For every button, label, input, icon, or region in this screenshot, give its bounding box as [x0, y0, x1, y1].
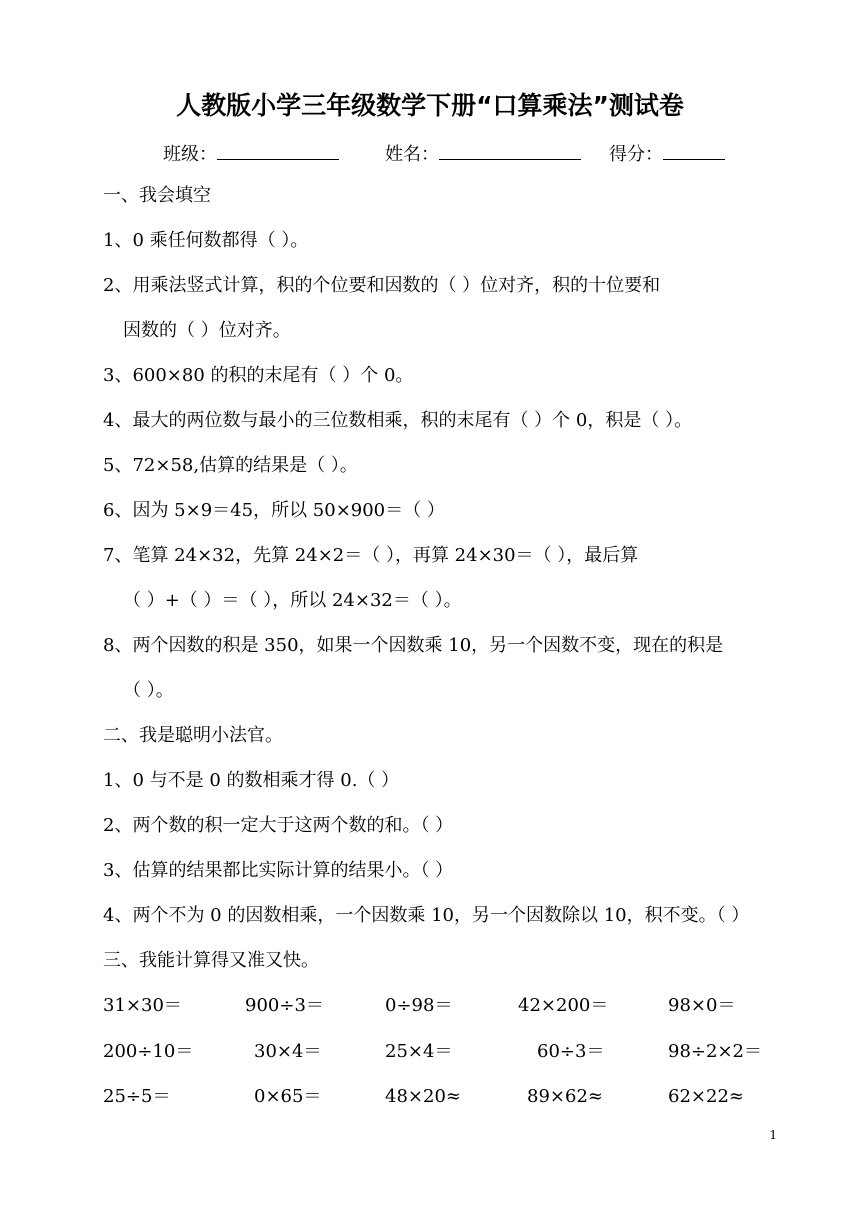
fill-question-2: 2、用乘法竖式计算，积的个位要和因数的（ ）位对齐，积的十位要和: [103, 275, 661, 296]
fill-question-4: 4、最大的两位数与最小的三位数相乘，积的末尾有（ ）个 0，积是（ ）。: [103, 410, 693, 431]
section-heading-fill: 一、我会填空: [103, 185, 211, 206]
calc-item: 0×65＝: [254, 1086, 322, 1107]
fill-question-1: 1、0 乘任何数都得（ ）。: [103, 230, 309, 251]
class-label: 班级：: [163, 144, 217, 165]
score-blank[interactable]: [663, 141, 725, 160]
fill-question-3: 3、600×80 的积的末尾有（ ）个 0。: [103, 365, 414, 386]
judge-question-3: 3、估算的结果都比实际计算的结果小。（ ）: [103, 860, 454, 881]
calc-item: 25÷5＝: [103, 1086, 171, 1107]
calc-item: 48×20≈: [385, 1086, 461, 1107]
fill-question-7-cont: （ ）+（ ）＝（ ），所以 24×32＝（ ）。: [123, 590, 462, 611]
calc-item: 25×4＝: [385, 1041, 453, 1062]
judge-question-1: 1、0 与不是 0 的数相乘才得 0.（ ）: [103, 770, 400, 791]
fill-question-5: 5、72×58,估算的结果是（ ）。: [103, 455, 358, 476]
calc-item: 42×200＝: [518, 995, 609, 1016]
section-heading-calc: 三、我能计算得又准又快。: [103, 950, 319, 971]
calc-item: 31×30＝: [103, 995, 182, 1016]
score-label: 得分：: [609, 144, 663, 165]
name-blank[interactable]: [439, 141, 581, 160]
calc-item: 89×62≈: [527, 1086, 603, 1107]
calc-item: 98×0＝: [668, 995, 736, 1016]
calc-item: 30×4＝: [254, 1041, 322, 1062]
page-title: 人教版小学三年级数学下册“口算乘法”测试卷: [176, 91, 684, 120]
calc-item: 200÷10＝: [103, 1041, 194, 1062]
fill-question-8-cont: （ ）。: [123, 680, 174, 701]
section-heading-judge: 二、我是聪明小法官。: [103, 725, 283, 746]
class-blank[interactable]: [217, 141, 339, 160]
class-field: [163, 140, 339, 166]
fill-question-2-cont: 因数的（ ）位对齐。: [123, 320, 291, 341]
judge-question-4: 4、两个不为 0 的因数相乘，一个因数乘 10，另一个因数除以 10，积不变。（ ）: [103, 905, 750, 926]
fill-question-6: 6、因为 5×9＝45，所以 50×900＝（ ）: [103, 500, 445, 521]
calc-item: 900÷3＝: [245, 995, 324, 1016]
calc-item: 0÷98＝: [385, 995, 453, 1016]
calc-item: 98÷2×2＝: [668, 1041, 762, 1062]
calc-item: 60÷3＝: [537, 1041, 605, 1062]
name-field: [385, 140, 581, 166]
fill-question-8: 8、两个因数的积是 350，如果一个因数乘 10，另一个因数不变，现在的积是: [103, 635, 724, 656]
page-number: 1: [769, 1128, 777, 1142]
judge-question-2: 2、两个数的积一定大于这两个数的和。（ ）: [103, 815, 454, 836]
score-field: [609, 140, 725, 166]
fill-question-7: 7、笔算 24×32，先算 24×2＝（ ），再算 24×30＝（ ），最后算: [103, 545, 639, 566]
name-label: 姓名：: [385, 144, 439, 165]
calc-item: 62×22≈: [668, 1086, 744, 1107]
